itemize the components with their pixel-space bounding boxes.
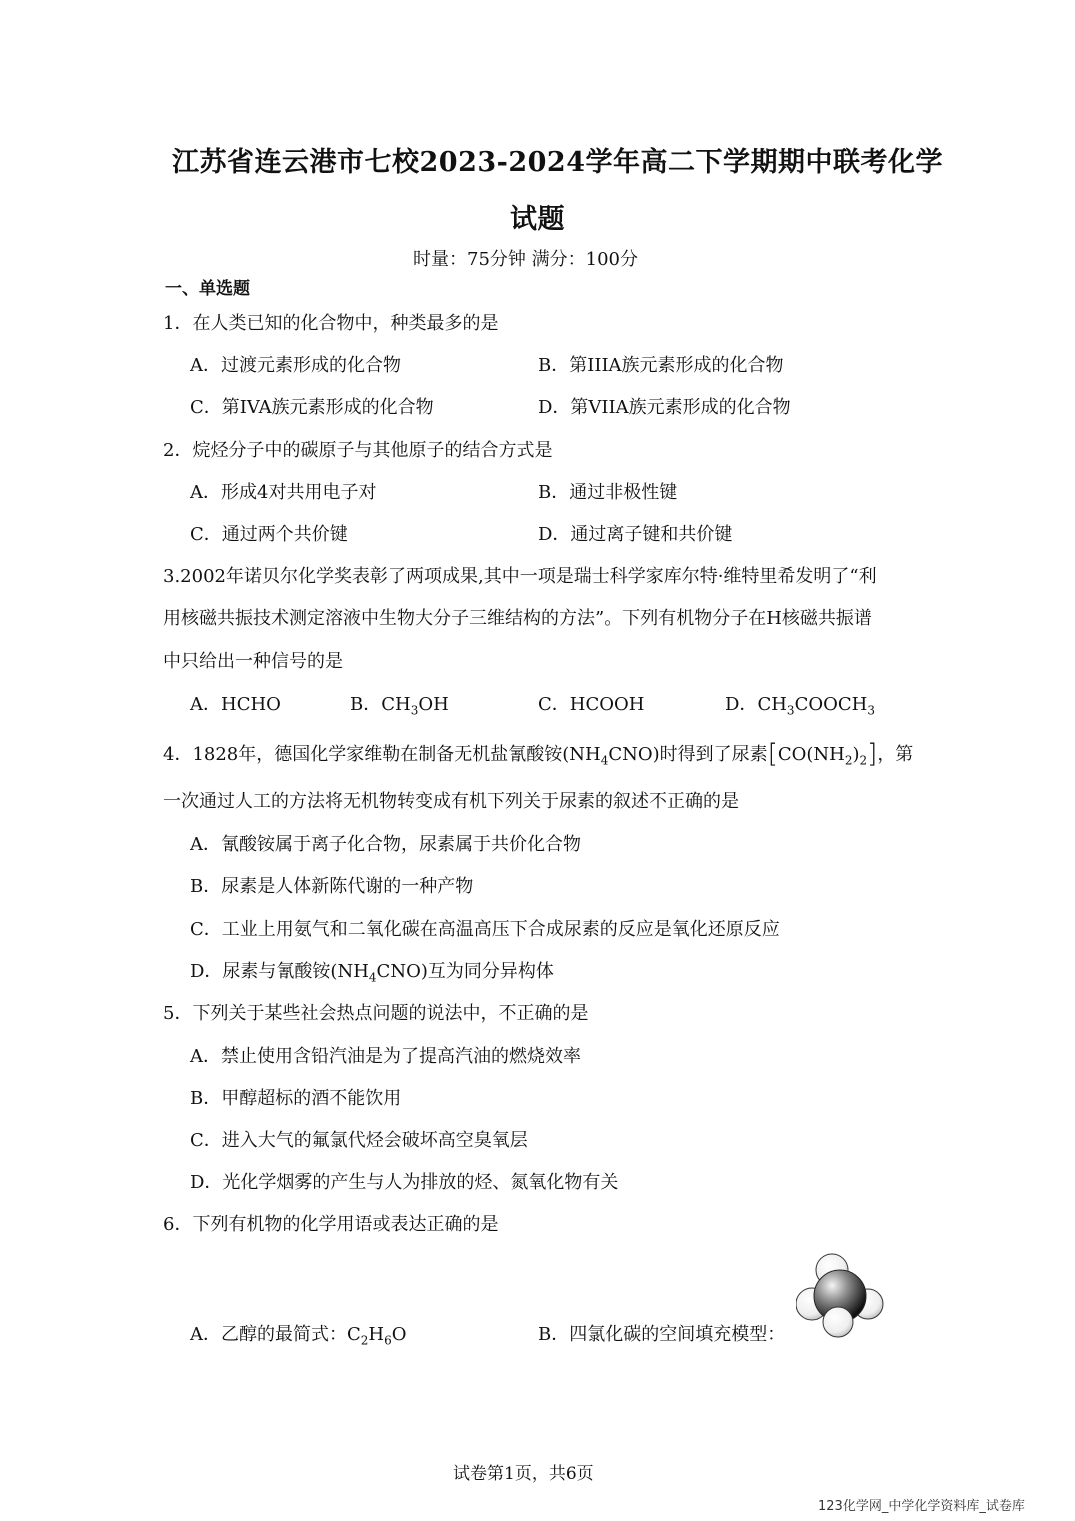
question-1-stem: 1．在人类已知的化合物中，种类最多的是 — [163, 313, 499, 334]
q1-option-b: B．第IIIA族元素形成的化合物 — [538, 355, 784, 376]
q1-option-d: D．第VIIA族元素形成的化合物 — [538, 397, 791, 418]
q2-option-a: A．形成4对共用电子对 — [190, 482, 377, 503]
question-5-stem: 5．下列关于某些社会热点问题的说法中，不正确的是 — [163, 1003, 589, 1024]
q5-option-c: C．进入大气的氟氯代烃会破坏高空臭氧层 — [190, 1130, 528, 1151]
space-filling-model-image — [796, 1252, 886, 1338]
q3-option-a: A．HCHO — [190, 694, 281, 715]
question-3-line1: 3.2002年诺贝尔化学奖表彰了两项成果,其中一项是瑞士科学家库尔特·维特里希发明了“利 — [163, 566, 877, 587]
question-3-line2: 用核磁共振技术测定溶液中生物大分子三维结构的方法”。下列有机物分子在H核磁共振谱 — [163, 608, 872, 629]
question-6-stem: 6．下列有机物的化学用语或表达正确的是 — [163, 1214, 499, 1235]
question-4-line1: 4．1828年，德国化学家维勒在制备无机盐氰酸铵$(NH_4CNO)$时得到了尿素$[CO(NH_2)_2]$，第 — [163, 739, 914, 769]
q3-option-b: B．$CH_3OH$ — [350, 694, 449, 718]
q6-option-b: B．四氯化碳的空间填充模型： — [538, 1324, 786, 1345]
q4-option-d: D．尿素与氰酸铵$(NH_4CNO)$互为同分异构体 — [190, 961, 554, 985]
page-footer: 试卷第1页，共6页 — [453, 1464, 594, 1484]
section-title: 一、单选题 — [165, 279, 250, 299]
page-title-line2: 试题 — [510, 204, 565, 235]
q5-option-b: B．甲醇超标的酒不能饮用 — [190, 1088, 402, 1109]
q4-option-b: B．尿素是人体新陈代谢的一种产物 — [190, 876, 474, 897]
page-title: 江苏省连云港市七校2023-2024学年高二下学期期中联考化学 — [172, 147, 943, 178]
watermark: 123化学网_中学化学资料库_试卷库 — [818, 1499, 1025, 1514]
q5-option-a: A．禁止使用含铅汽油是为了提高汽油的燃烧效率 — [190, 1046, 581, 1067]
q5-option-d: D．光化学烟雾的产生与人为排放的烃、氮氧化物有关 — [190, 1172, 619, 1193]
q1-option-c: C．第IVA族元素形成的化合物 — [190, 397, 434, 418]
question-3-line3: 中只给出一种信号的是 — [163, 651, 343, 672]
q1-option-a: A．过渡元素形成的化合物 — [190, 355, 401, 376]
q4-option-a: A．氰酸铵属于离子化合物，尿素属于共价化合物 — [190, 834, 581, 855]
q4-option-c: C．工业上用氨气和二氧化碳在高温高压下合成尿素的反应是氧化还原反应 — [190, 919, 780, 940]
q3-option-c: C．HCOOH — [538, 694, 645, 715]
exam-meta: 时量：75分钟 满分：100分 — [413, 249, 638, 270]
q2-option-d: D．通过离子键和共价键 — [538, 524, 733, 545]
q6-option-a: A．乙醇的最简式：$C_2H_6O$ — [190, 1324, 407, 1348]
question-4-line2: 一次通过人工的方法将无机物转变成有机下列关于尿素的叙述不正确的是 — [163, 791, 739, 812]
q2-option-b: B．通过非极性键 — [538, 482, 678, 503]
q3-option-d: D．$CH_3COOCH_3$ — [725, 694, 875, 718]
question-2-stem: 2．烷烃分子中的碳原子与其他原子的结合方式是 — [163, 440, 553, 461]
q2-option-c: C．通过两个共价键 — [190, 524, 348, 545]
